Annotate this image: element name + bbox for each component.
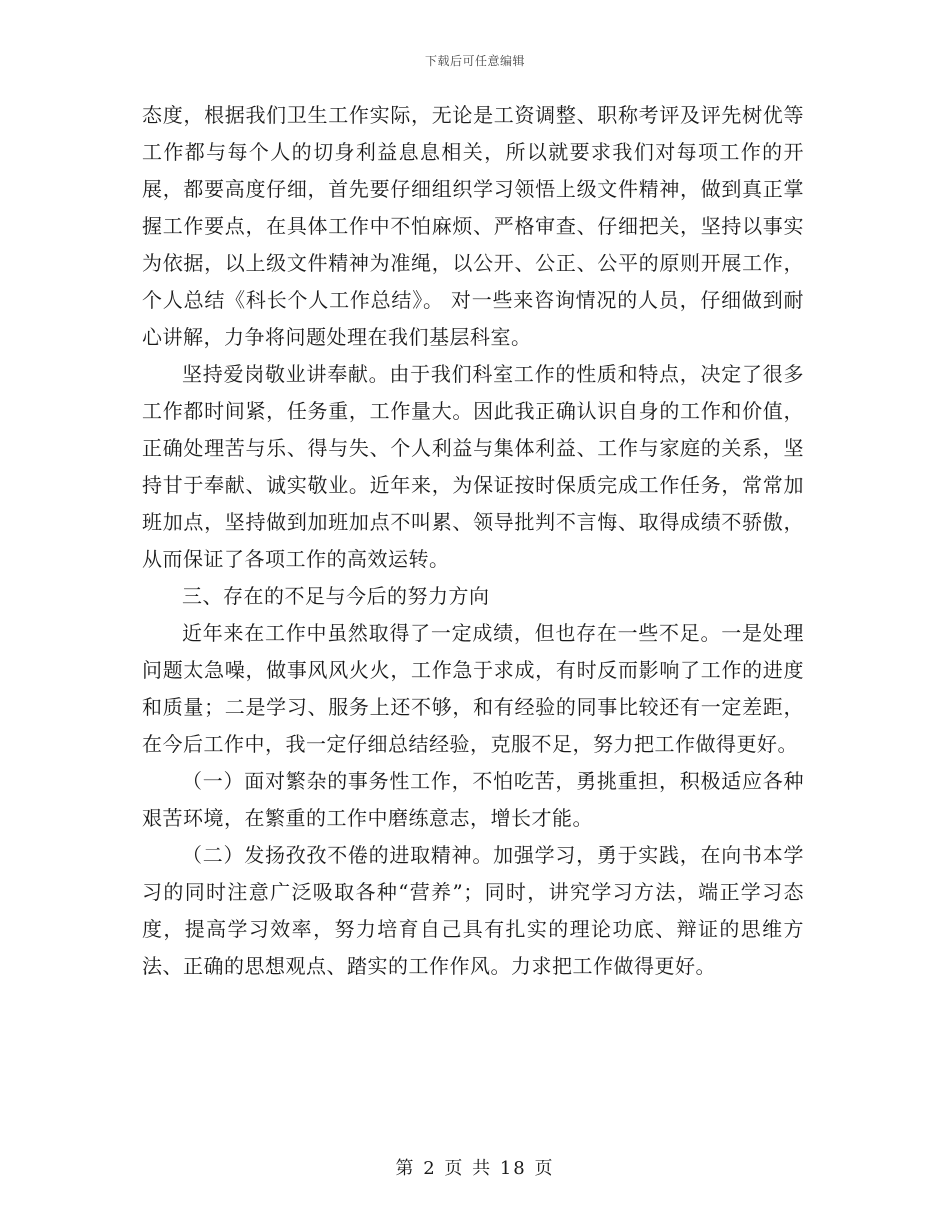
page-number: 第 2 页 共 18 页: [395, 1158, 555, 1179]
page-header-note: 下载后可任意编辑: [424, 54, 525, 68]
paragraph-dedication: 坚持爱岗敬业讲奉献。由于我们科室工作的性质和特点，决定了很多工作都时间紧，任务重，工作量大。因此我正确认识自身的工作和价值，正确处理苦与乐、得与失、个人利益与集体利益、工作与家庭的关系，坚持甘于奉献、诚实敬业。近年来，为保证按时保质完成工作任务，常常加班加点，坚持做到加班加点不叫累、领导批判不言悔、取得成绩不骄傲，从而保证了各项工作的高效运转。: [142, 362, 804, 571]
paragraph-continuation: 态度，根据我们卫生工作实际，无论是工资调整、职称考评及评先树优等工作都与每个人的切身利益息息相关，所以就要求我们对每项工作的开展，都要高度仔细，首先要仔细组织学习领悟上级文件精神，做到真正掌握工作要点，在具体工作中不怕麻烦、严格审查、仔细把关，坚持以事实为依据，以上级文件精神为准绳，以公开、公正、公平的原则开展工作，个人总结《科长个人工作总结》。 对一些来咨询情况的人员，仔细做到耐心讲解，力争将问题处理在我们基层科室。: [142, 103, 804, 349]
document-body: [142, 97, 804, 985]
list-item-one: （一）面对繁杂的事务性工作，不怕吃苦，勇挑重担，积极适应各种艰苦环境，在繁重的工作中磨练意志，增长才能。: [142, 769, 804, 830]
list-item-two: （二）发扬孜孜不倦的进取精神。加强学习，勇于实践，在向书本学习的同时注意广泛吸取各种“营养”；同时，讲究学习方法，端正学习态度，提高学习效率，努力培育自己具有扎实的理论功底、辩证的思维方法、正确的思想观点、踏实的工作作风。力求把工作做得更好。: [142, 843, 804, 978]
section-heading-shortcomings: 三、存在的不足与今后的努力方向: [182, 584, 490, 608]
paragraph-shortcomings: 近年来在工作中虽然取得了一定成绩，但也存在一些不足。一是处理问题太急噪，做事风风火火，工作急于求成，有时反而影响了工作的进度和质量；二是学习、服务上还不够，和有经验的同事比较还有一定差距，在今后工作中，我一定仔细总结经验，克服不足，努力把工作做得更好。: [142, 621, 804, 756]
